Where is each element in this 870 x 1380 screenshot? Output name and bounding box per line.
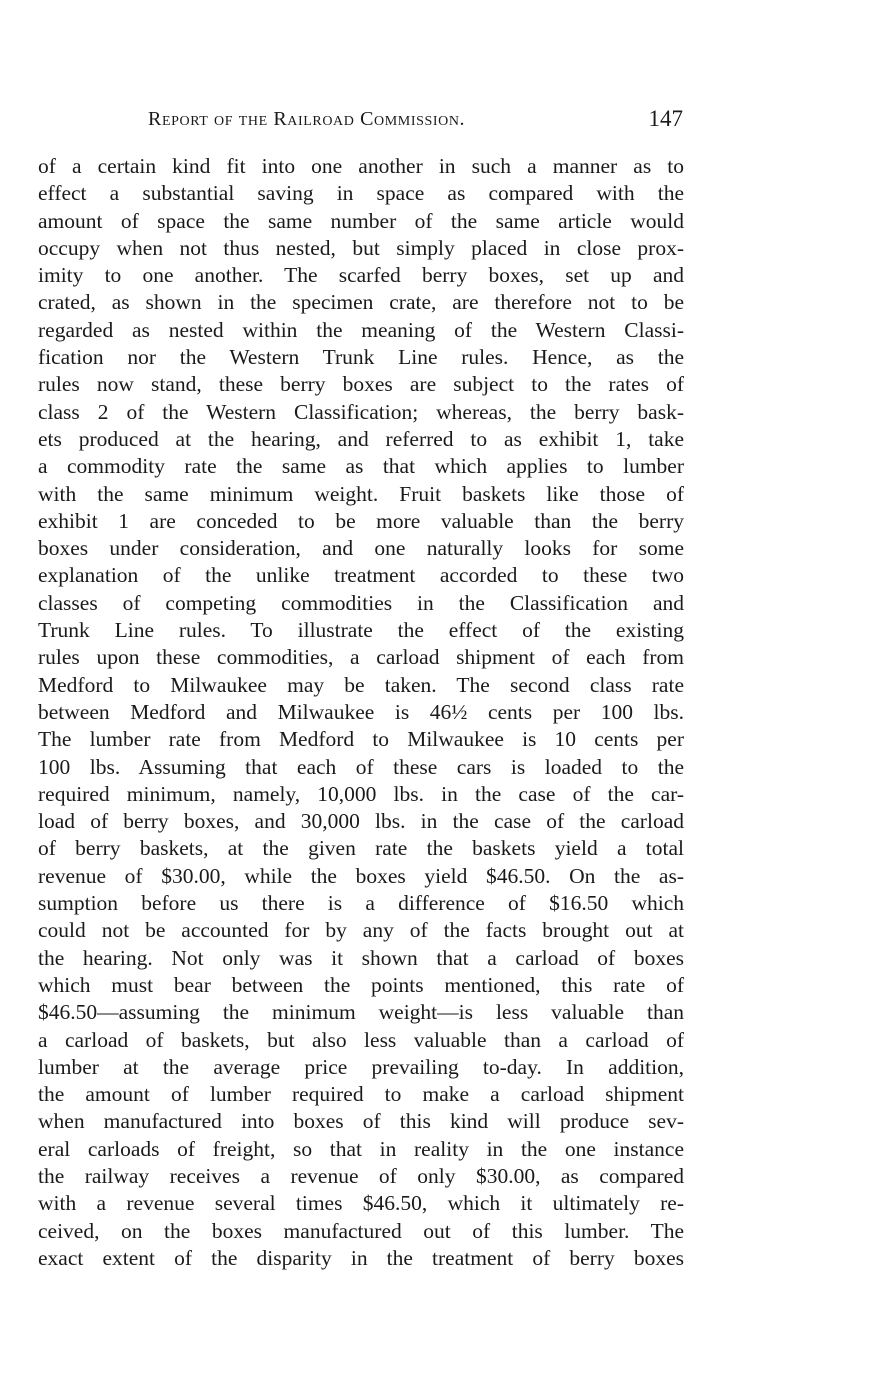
text-line: effect a substantial saving in space as compared with the — [38, 181, 684, 206]
text-line: the railway receives a revenue of only $30.00, as compared — [38, 1163, 684, 1188]
running-title: Report of the Railroad Commission. — [148, 108, 466, 130]
text-line: classes of competing commodities in the Classification and — [38, 590, 684, 615]
text-line: with the same minimum weight. Fruit baskets like those of — [38, 481, 684, 506]
text-line: class 2 of the Western Classification; whereas, the berry bask- — [38, 399, 684, 424]
text-line: lumber at the average price prevailing to-day. In addition, — [38, 1054, 684, 1079]
text-line: occupy when not thus nested, but simply placed in close prox- — [38, 235, 684, 260]
text-line: load of berry boxes, and 30,000 lbs. in the case of the carload — [38, 809, 684, 834]
text-line: could not be accounted for by any of the facts brought out at — [38, 918, 684, 943]
text-line: Trunk Line rules. To illustrate the effect of the existing — [38, 618, 684, 643]
text-line: imity to one another. The scarfed berry boxes, set up and — [38, 263, 684, 288]
text-line: the amount of lumber required to make a carload shipment — [38, 1082, 684, 1107]
text-line: of a certain kind fit into one another in such a manner as to — [38, 154, 684, 178]
text-line: revenue of $30.00, while the boxes yield $46.50. On the as- — [38, 863, 684, 888]
text-line: Medford to Milwaukee may be taken. The second class rate — [38, 672, 684, 697]
text-line: boxes under consideration, and one naturally looks for some — [38, 536, 684, 561]
text-line: sumption before us there is a difference of $16.50 which — [38, 891, 684, 916]
text-line: $46.50—assuming the minimum weight—is less valuable than — [38, 1000, 684, 1025]
running-head — [38, 108, 683, 140]
text-line: ceived, on the boxes manufactured out of this lumber. The — [38, 1218, 684, 1243]
text-line: rules upon these commodities, a carload shipment of each from — [38, 645, 684, 670]
text-line: exact extent of the disparity in the treatment of berry boxes — [38, 1245, 684, 1270]
body-text — [38, 153, 684, 1272]
text-line: with a revenue several times $46.50, which it ultimately re- — [38, 1191, 684, 1216]
text-line: between Medford and Milwaukee is 46½ cents per 100 lbs. — [38, 699, 684, 724]
text-line: crated, as shown in the specimen crate, are therefore not to be — [38, 290, 684, 315]
text-line: amount of space the same number of the same article would — [38, 208, 684, 233]
text-line: required minimum, namely, 10,000 lbs. in the case of the car- — [38, 781, 684, 806]
text-line: of berry baskets, at the given rate the baskets yield a total — [38, 836, 684, 861]
text-line: rules now stand, these berry boxes are subject to the rates of — [38, 372, 684, 397]
text-line: exhibit 1 are conceded to be more valuable than the berry — [38, 508, 684, 533]
text-line: eral carloads of freight, so that in reality in the one instance — [38, 1136, 684, 1161]
text-line: the hearing. Not only was it shown that a carload of boxes — [38, 945, 684, 970]
text-line: a commodity rate the same as that which applies to lumber — [38, 454, 684, 479]
text-line: ets produced at the hearing, and referred to as exhibit 1, take — [38, 426, 684, 451]
text-line: which must bear between the points mentioned, this rate of — [38, 972, 684, 997]
text-line: a carload of baskets, but also less valuable than a carload of — [38, 1027, 684, 1052]
text-line: 100 lbs. Assuming that each of these cars is loaded to the — [38, 754, 684, 779]
text-line: regarded as nested within the meaning of the Western Classi- — [38, 317, 684, 342]
text-line: fication nor the Western Trunk Line rules. Hence, as the — [38, 345, 684, 370]
text-line: when manufactured into boxes of this kind will produce sev- — [38, 1109, 684, 1134]
page-number: 147 — [648, 106, 683, 131]
text-line: The lumber rate from Medford to Milwaukee is 10 cents per — [38, 727, 684, 752]
text-line: explanation of the unlike treatment accorded to these two — [38, 563, 684, 588]
